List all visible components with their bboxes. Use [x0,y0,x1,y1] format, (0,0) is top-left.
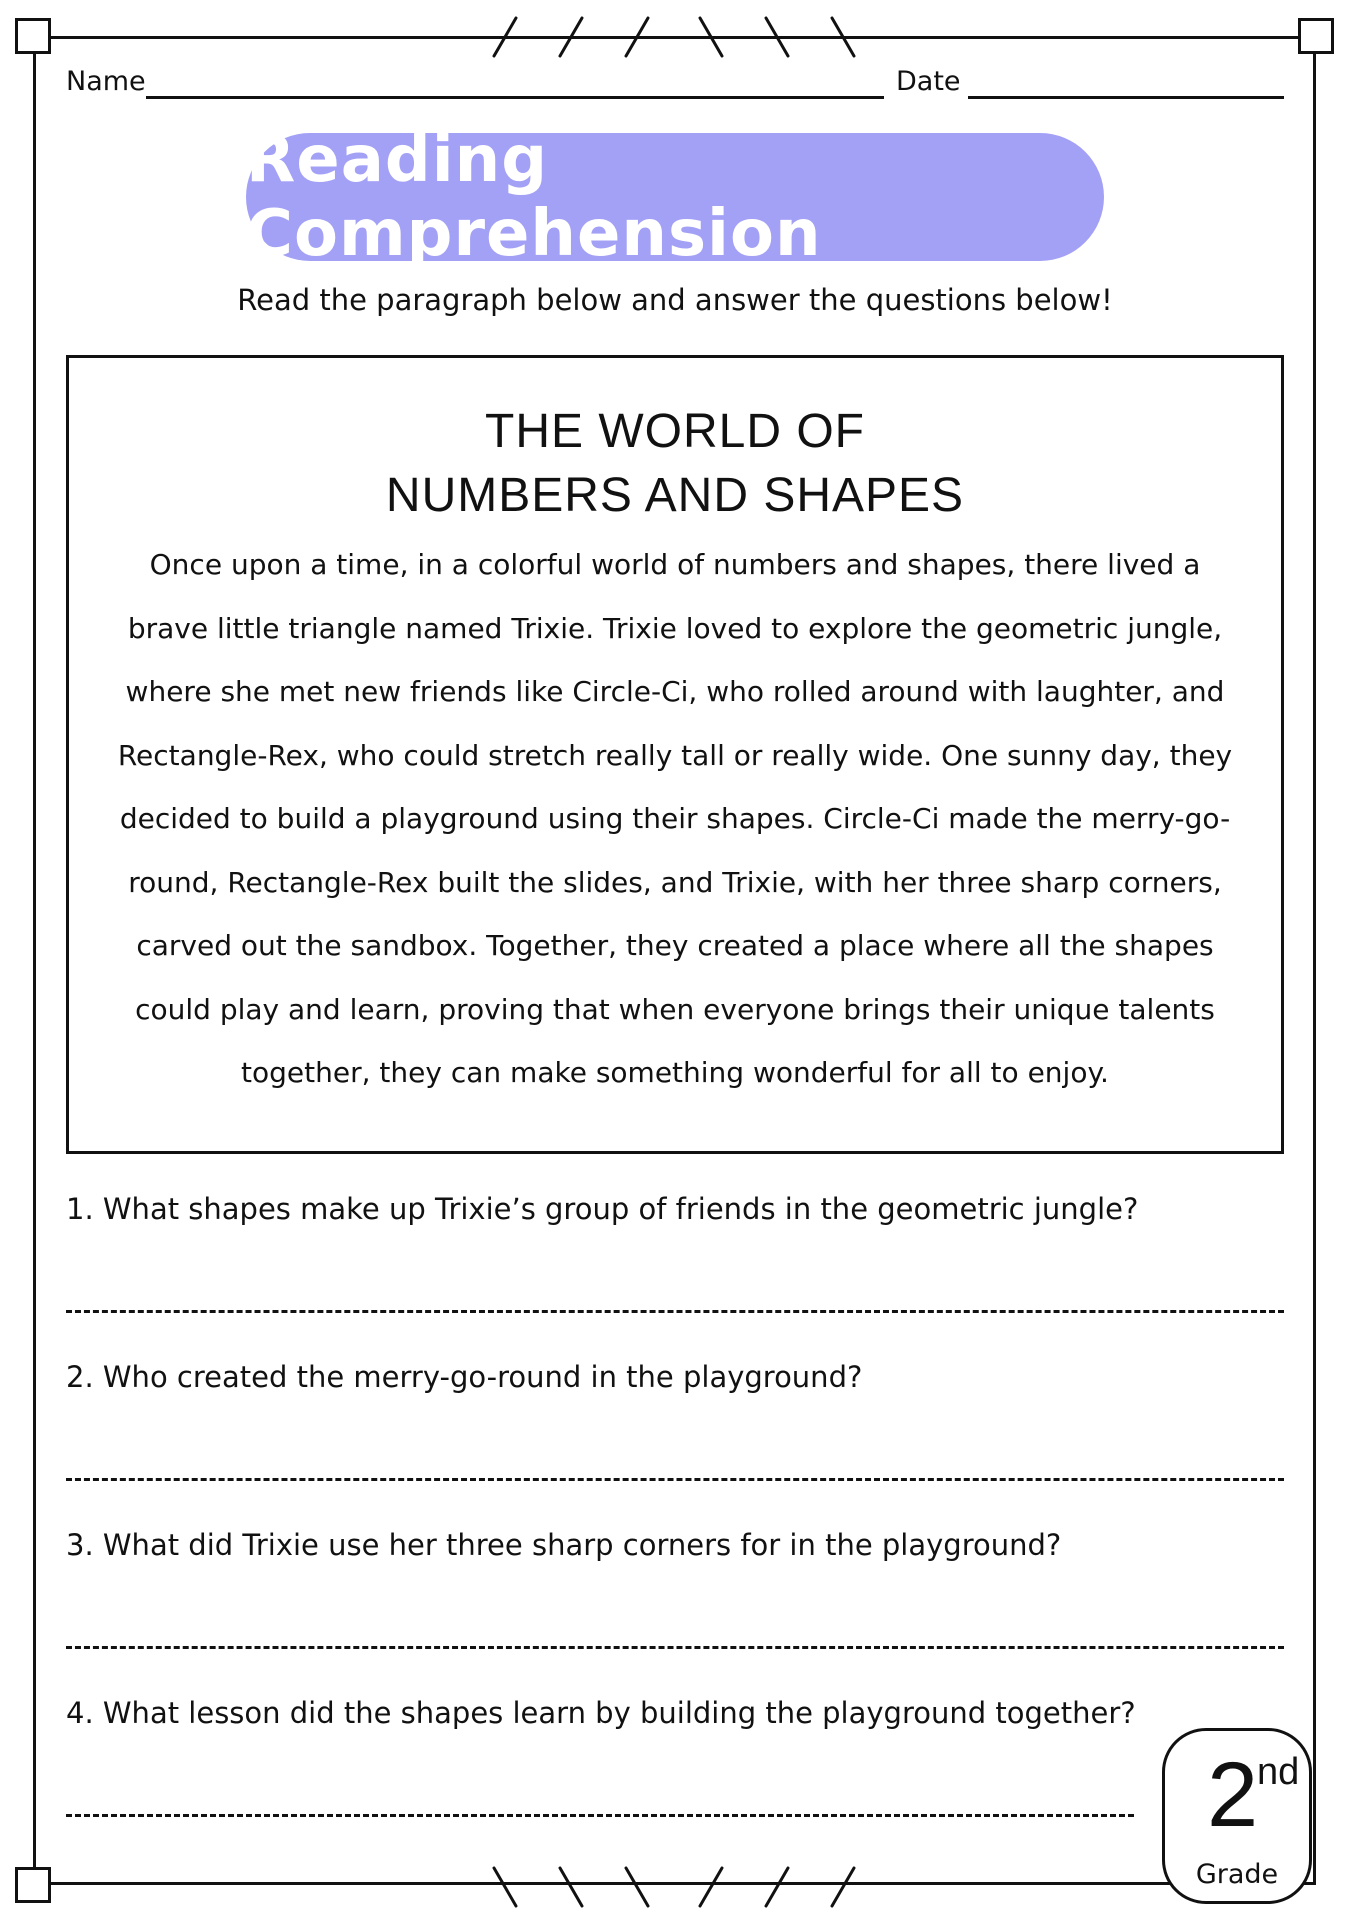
top-hatch-marks [470,12,870,62]
question-4: 4. What lesson did the shapes learn by building the playground together? [66,1696,1136,1730]
story-title-line-1: THE WORLD OF [485,405,865,458]
instructions-text: Read the paragraph below and answer the questions below! [237,283,1113,317]
grade-number: 2 [1207,1744,1259,1846]
story-paragraph: Once upon a time, in a colorful world of numbers and shapes, there lived a brave little triangle named Trixie. Trixie loved to explore the geometric jungle, where she met new friends like Circle-Ci, who rolled around with laughter, and Rectangle-Rex, who could stretch really tall or really wide. One sunny day, they decided to build a playground using their shapes. Circle-Ci made the merry-go-round, Rectangle-Rex built the slides, and Trixie, with her three sharp corners, carved out the sandbox. Together, they created a place where all the shapes could play and learn, proving that when everyone brings their unique talents together, they can make something wonderful for all to enjoy. [117,548,1233,1089]
answer-line-2[interactable] [66,1478,1284,1481]
name-label: Name [66,66,146,97]
answer-line-1[interactable] [66,1310,1284,1313]
corner-square-top-left [15,18,51,54]
page-title: Reading Comprehension [246,123,822,271]
date-label: Date [896,66,961,97]
question-2: 2. Who created the merry-go-round in the playground? [66,1360,863,1394]
answer-line-4[interactable] [66,1814,1134,1817]
question-3: 3. What did Trixie use her three sharp corners for in the playground? [66,1528,1062,1562]
name-date-row [66,62,1284,102]
corner-square-bottom-left [15,1867,51,1903]
grade-label: Grade [1195,1859,1279,1890]
title-banner [246,123,1104,271]
grade-badge [1162,1728,1312,1904]
grade-suffix: nd [1257,1751,1300,1793]
date-field[interactable] [968,96,1284,99]
answer-line-3[interactable] [66,1646,1284,1649]
story-title [69,400,1281,528]
story-title-line-2: NUMBERS AND SHAPES [385,469,965,522]
name-field[interactable] [146,96,884,99]
question-1: 1. What shapes make up Trixie’s group of friends in the geometric jungle? [66,1192,1139,1226]
story-box [66,355,1284,1154]
corner-square-top-right [1298,18,1334,54]
bottom-hatch-marks [470,1862,870,1912]
